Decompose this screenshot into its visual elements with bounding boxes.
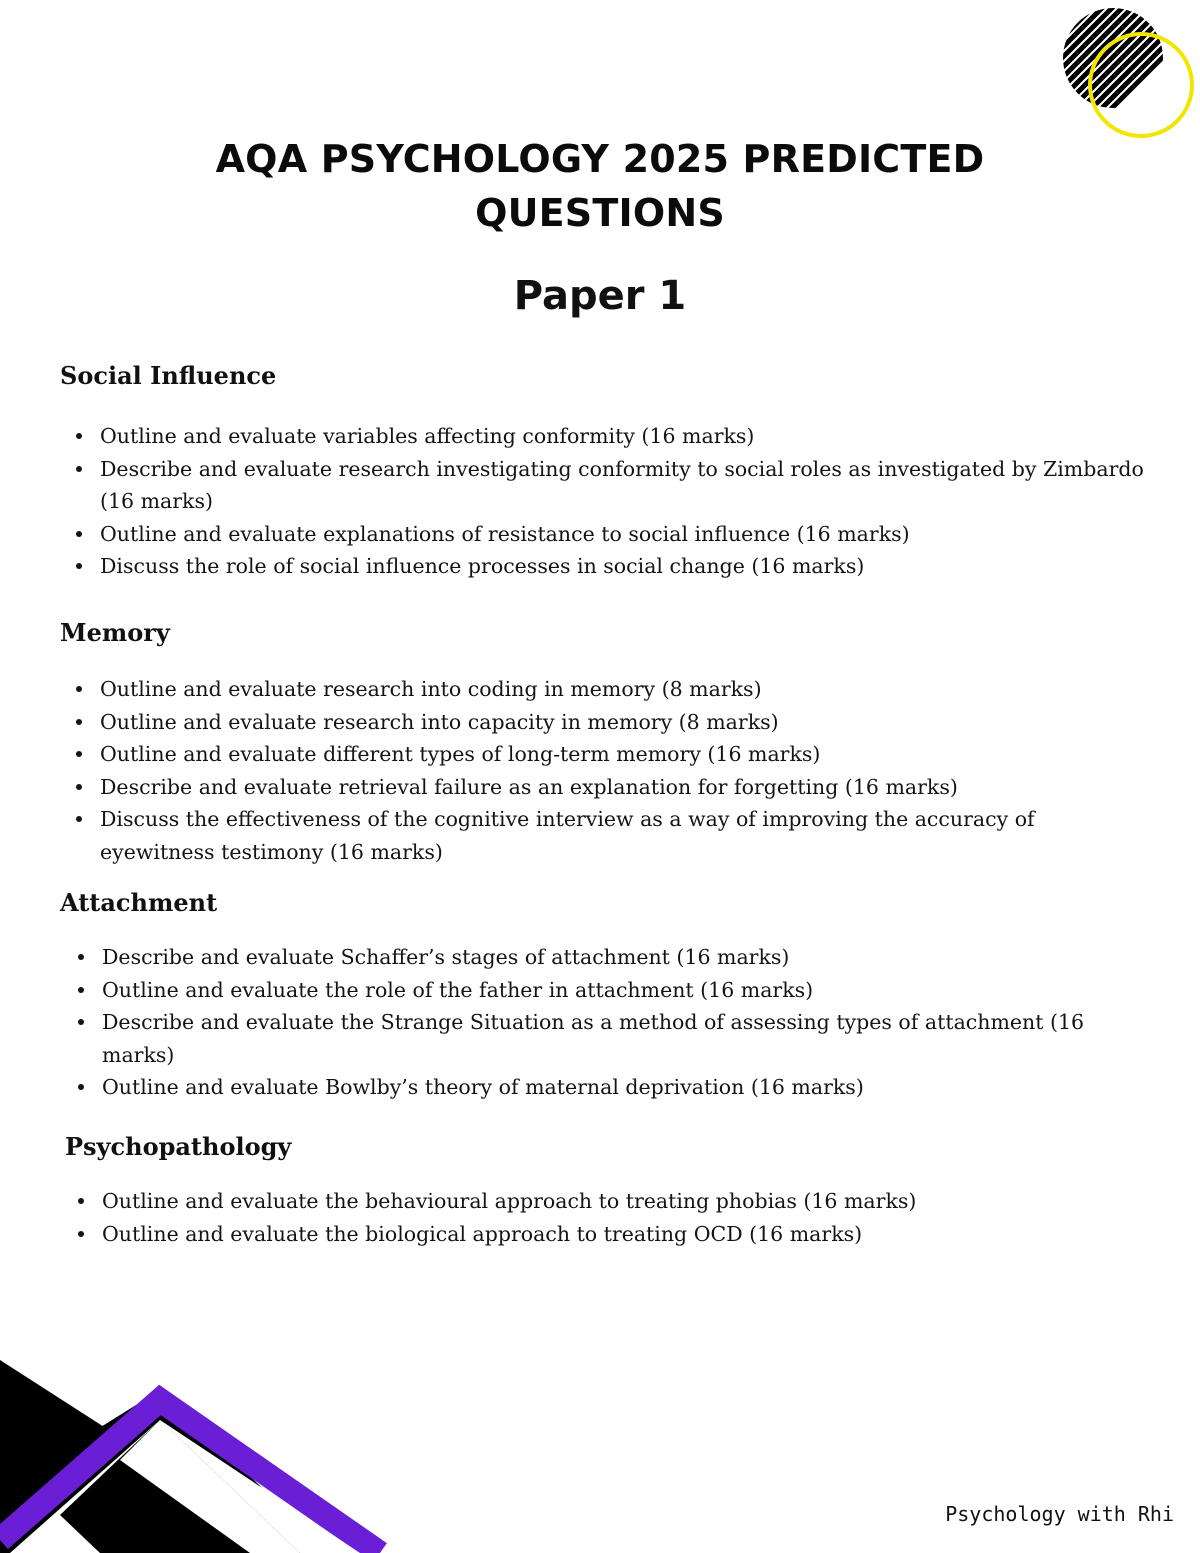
question-item: Outline and evaluate the biological approach to treating OCD (16 marks) bbox=[102, 1218, 1152, 1251]
section-social-influence bbox=[0, 360, 1200, 583]
question-item: Outline and evaluate explanations of resistance to social influence (16 marks) bbox=[100, 518, 1150, 551]
question-list bbox=[102, 1185, 1152, 1250]
page-title bbox=[0, 132, 1200, 240]
author-footer: Psychology with Rhi bbox=[945, 1502, 1174, 1526]
question-item: Describe and evaluate the Strange Situation as a method of assessing types of attachment (16 marks) bbox=[102, 1006, 1152, 1071]
page-title-line-2: QUESTIONS bbox=[475, 191, 725, 235]
striped-circle-decoration-icon bbox=[1040, 0, 1200, 150]
question-list bbox=[100, 420, 1150, 583]
question-item: Describe and evaluate retrieval failure as an explanation for forgetting (16 marks) bbox=[100, 771, 1150, 804]
question-item: Describe and evaluate Schaffer’s stages of attachment (16 marks) bbox=[102, 941, 1152, 974]
section-psychopathology bbox=[0, 1131, 1200, 1250]
section-heading: Attachment bbox=[60, 888, 218, 917]
question-item: Discuss the effectiveness of the cognitive interview as a way of improving the accuracy of eyewitness testimony (16 marks) bbox=[100, 803, 1150, 868]
question-item: Outline and evaluate research into coding in memory (8 marks) bbox=[100, 673, 1150, 706]
geometric-corner-decoration-icon bbox=[0, 1340, 420, 1553]
section-attachment bbox=[0, 887, 1200, 1104]
question-list bbox=[100, 673, 1150, 868]
question-item: Outline and evaluate the behavioural approach to treating phobias (16 marks) bbox=[102, 1185, 1152, 1218]
question-item: Outline and evaluate research into capacity in memory (8 marks) bbox=[100, 706, 1150, 739]
paper-subtitle: Paper 1 bbox=[513, 273, 687, 319]
question-item: Describe and evaluate research investigating conformity to social roles as investigated by Zimbardo (16 marks) bbox=[100, 453, 1150, 518]
question-item: Discuss the role of social influence processes in social change (16 marks) bbox=[100, 550, 1150, 583]
question-item: Outline and evaluate the role of the father in attachment (16 marks) bbox=[102, 974, 1152, 1007]
question-item: Outline and evaluate Bowlby’s theory of maternal deprivation (16 marks) bbox=[102, 1071, 1152, 1104]
question-item: Outline and evaluate different types of long-term memory (16 marks) bbox=[100, 738, 1150, 771]
question-item: Outline and evaluate variables affecting conformity (16 marks) bbox=[100, 420, 1150, 453]
section-heading: Memory bbox=[60, 618, 170, 647]
page-title-line-1: AQA PSYCHOLOGY 2025 PREDICTED bbox=[215, 137, 985, 181]
section-memory bbox=[0, 617, 1200, 868]
question-list bbox=[102, 941, 1152, 1104]
section-heading: Psychopathology bbox=[65, 1132, 292, 1161]
section-heading: Social Influence bbox=[60, 361, 277, 390]
